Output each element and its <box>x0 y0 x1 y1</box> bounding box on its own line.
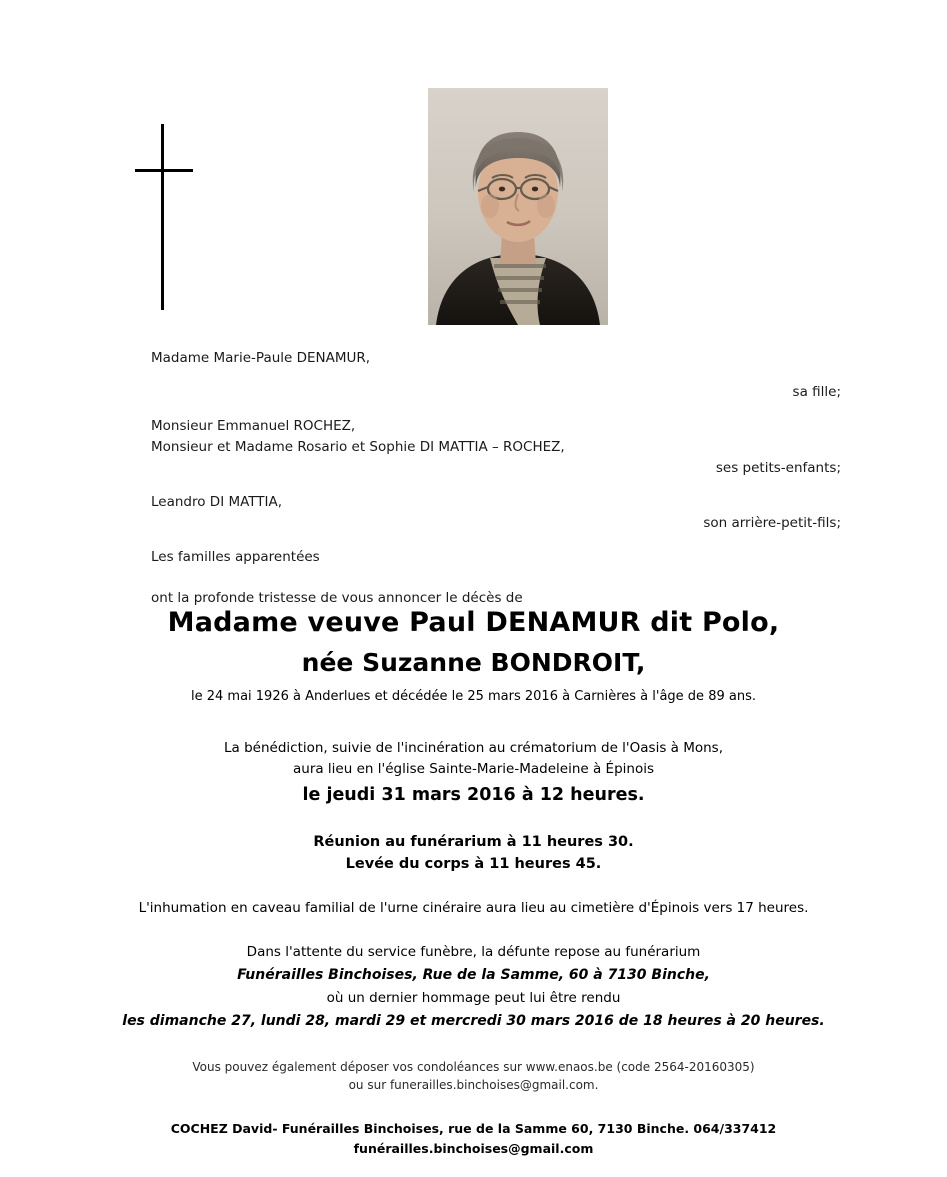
announcement-line: ont la profonde tristesse de vous annoncer le décès de <box>151 590 523 606</box>
funerarium-line-1: Dans l'attente du service funèbre, la défunte repose au funérarium <box>246 944 701 960</box>
list-item <box>151 416 796 437</box>
deceased-name-primary: Madame veuve Paul DENAMUR dit Polo, <box>167 607 780 638</box>
portrait-photo <box>428 88 608 325</box>
ceremony-datetime: le jeudi 31 mars 2016 à 12 heures. <box>302 785 645 805</box>
ceremony-line-1: La bénédiction, suivie de l'incinération au crématorium de l'Oasis à Mons, <box>224 740 723 756</box>
cross-horizontal-bar <box>135 169 193 172</box>
funerarium-visiting-hours: les dimanche 27, lundi 28, mardi 29 et mercredi 30 mars 2016 de 18 heures à 20 heures. <box>122 1013 825 1029</box>
burial-details: L'inhumation en caveau familial de l'urne cinéraire aura lieu au cimetière d'Épinois vers 17 heures. <box>138 900 809 916</box>
relation-label: ses petits-enfants; <box>715 460 841 476</box>
relation-label: sa fille; <box>792 384 841 400</box>
list-item <box>151 513 841 534</box>
family-member: Monsieur Emmanuel ROCHEZ, <box>151 418 356 434</box>
list-item <box>151 492 796 513</box>
spacer <box>151 369 796 382</box>
family-list <box>151 348 841 609</box>
condolences-block <box>0 1058 947 1094</box>
funerarium-details <box>0 941 947 1033</box>
cross-vertical-bar <box>161 124 164 310</box>
footer-email: funérailles.binchoises@gmail.com <box>353 1141 594 1156</box>
list-item <box>151 382 841 403</box>
reunion-time: Réunion au funérarium à 11 heures 30. <box>313 834 634 850</box>
relation-label: son arrière-petit-fils; <box>703 515 841 531</box>
deceased-name-secondary: née Suzanne BONDROIT, <box>301 648 646 677</box>
list-item <box>151 348 796 369</box>
list-item <box>151 437 796 458</box>
funerarium-line-2: où un dernier hommage peut lui être rendu <box>326 990 621 1006</box>
condolences-website-line: Vous pouvez également déposer vos condoléances sur www.enaos.be (code 2564-20160305) <box>192 1060 755 1074</box>
funerarium-address: Funérailles Binchoises, Rue de la Samme, 60 à 7130 Binche, <box>237 967 710 983</box>
list-item <box>151 458 841 479</box>
family-member: Leandro DI MATTIA, <box>151 494 283 510</box>
levee-time: Levée du corps à 11 heures 45. <box>345 856 602 872</box>
family-member: Madame Marie-Paule DENAMUR, <box>151 350 371 366</box>
family-member: Monsieur et Madame Rosario et Sophie DI MATTIA – ROCHEZ, <box>151 439 565 455</box>
family-member: Les familles apparentées <box>151 549 320 565</box>
footer-line-1: COCHEZ David- Funérailles Binchoises, rue de la Samme 60, 7130 Binche. 064/337412 <box>170 1121 777 1136</box>
ceremony-description <box>0 738 947 780</box>
list-item <box>151 547 796 568</box>
gathering-details <box>0 831 947 875</box>
spacer <box>151 568 796 588</box>
funeral-home-footer <box>0 1119 947 1159</box>
condolences-email-line: ou sur funerailles.binchoises@gmail.com. <box>348 1078 599 1092</box>
deceased-dates: le 24 mai 1926 à Anderlues et décédée le 25 mars 2016 à Carnières à l'âge de 89 ans. <box>191 689 756 704</box>
ceremony-line-2: aura lieu en l'église Sainte-Marie-Madeleine à Épinois <box>292 761 654 777</box>
latin-cross-icon <box>135 124 193 310</box>
spacer <box>151 479 796 492</box>
spacer <box>151 534 796 547</box>
spacer <box>151 403 796 416</box>
